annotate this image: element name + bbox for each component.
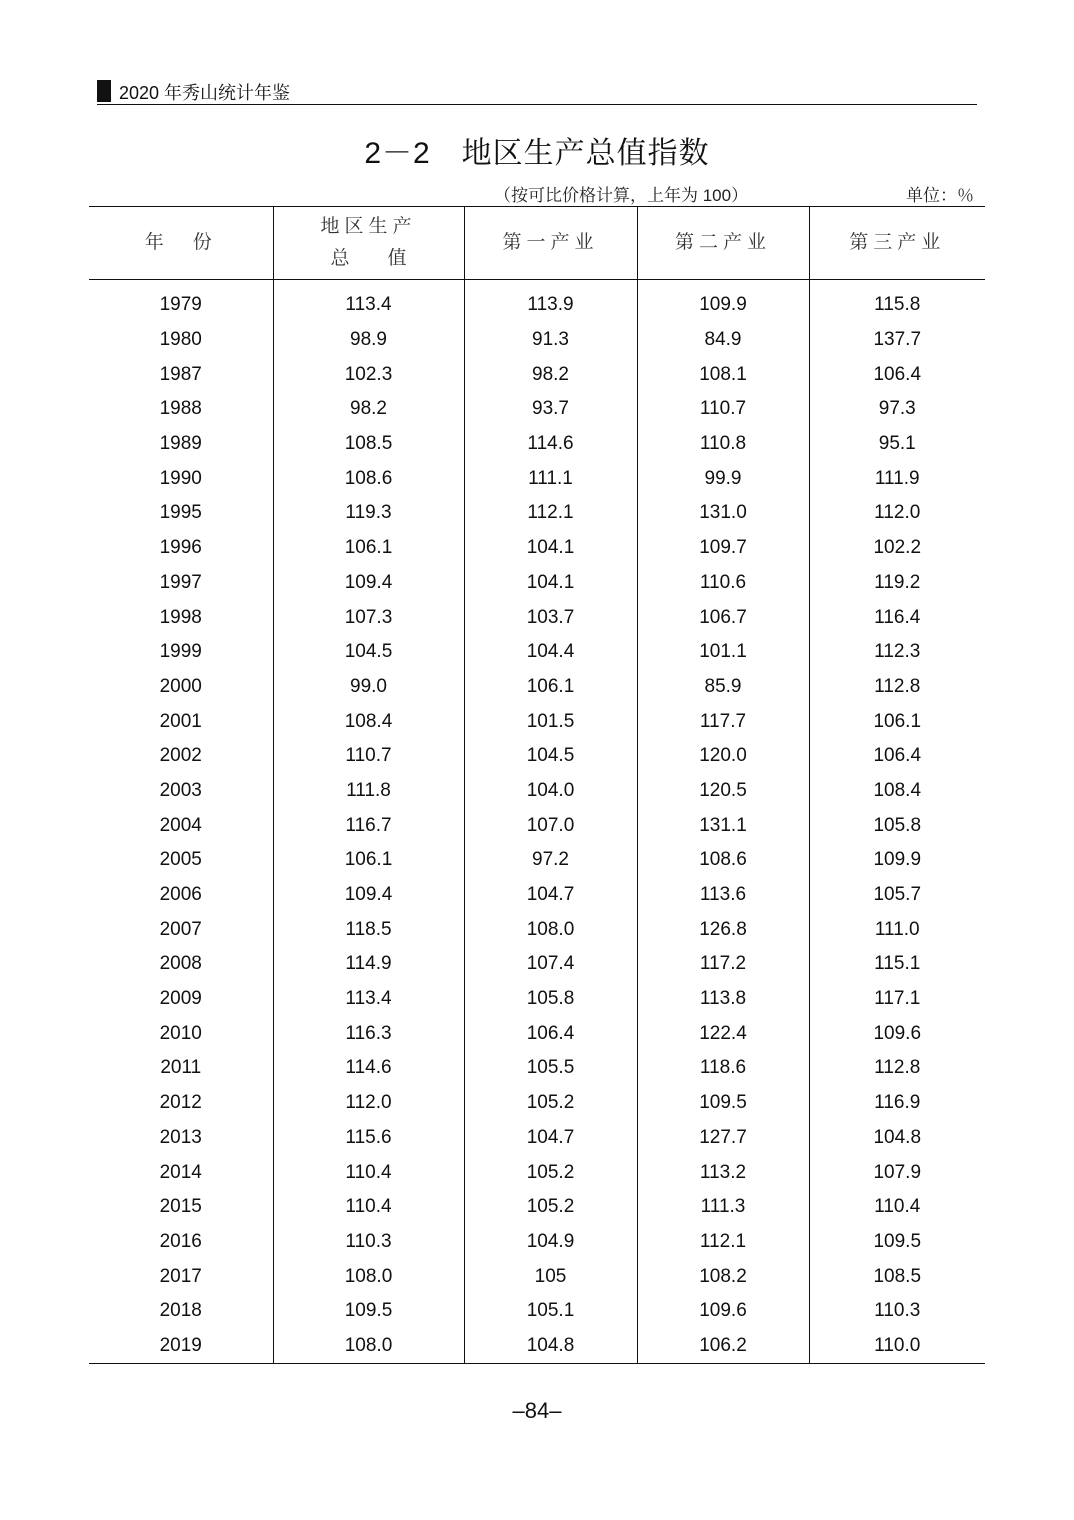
year-cell: 2006: [159, 884, 202, 906]
header-text: 2020 年秀山统计年鉴: [119, 83, 291, 103]
tertiary-index-cell: 108.5: [809, 1259, 985, 1294]
year-cell: 1980: [159, 329, 202, 351]
tertiary-index-cell: 105.8: [809, 808, 985, 843]
tertiary-index-cell: 108.4: [809, 774, 985, 809]
secondary-index-cell: 131.1: [637, 808, 809, 843]
year-cell: 2011: [160, 1057, 202, 1079]
primary-index-cell: 113.9: [464, 280, 637, 323]
table-row: [89, 323, 985, 358]
primary-index-cell: 105.1: [464, 1294, 637, 1329]
primary-index-cell: 104.4: [464, 635, 637, 670]
secondary-index-cell: 131.0: [637, 496, 809, 531]
tertiary-index-cell: 106.1: [809, 704, 985, 739]
secondary-index-cell: 127.7: [637, 1121, 809, 1156]
secondary-index-cell: 106.2: [637, 1329, 809, 1364]
tertiary-index-cell: 111.9: [809, 461, 985, 496]
gdp-index-cell: 98.2: [273, 392, 464, 427]
primary-index-cell: 104.7: [464, 878, 637, 913]
tertiary-index-cell: 137.7: [809, 323, 985, 358]
year-cell: 2007: [159, 918, 202, 940]
table-row: [89, 1294, 985, 1329]
year-cell: 2008: [159, 953, 202, 975]
tertiary-index-cell: 106.4: [809, 357, 985, 392]
table-row: [89, 280, 985, 323]
table-row: [89, 1259, 985, 1294]
gdp-index-cell: 119.3: [273, 496, 464, 531]
tertiary-index-cell: 115.8: [809, 280, 985, 323]
tertiary-index-cell: 109.5: [809, 1225, 985, 1260]
tertiary-index-cell: 110.3: [809, 1294, 985, 1329]
secondary-index-cell: 109.7: [637, 531, 809, 566]
gdp-index-cell: 114.9: [273, 947, 464, 982]
gdp-index-cell: 111.8: [273, 774, 464, 809]
year-cell: 1988: [159, 398, 202, 420]
running-header: [97, 78, 977, 105]
gdp-index-cell: 108.6: [273, 461, 464, 496]
secondary-index-cell: 113.2: [637, 1155, 809, 1190]
year-cell: 1995: [159, 502, 202, 524]
table-row: [89, 392, 985, 427]
year-cell: 1987: [159, 363, 202, 385]
gdp-index-cell: 106.1: [273, 531, 464, 566]
gdp-index-cell: 112.0: [273, 1086, 464, 1121]
secondary-index-cell: 108.1: [637, 357, 809, 392]
table-row: [89, 635, 985, 670]
table-row: [89, 982, 985, 1017]
header-label-line2: 总 值: [330, 248, 407, 269]
tertiary-index-cell: 117.1: [809, 982, 985, 1017]
tertiary-index-cell: 116.4: [809, 600, 985, 635]
table-row: [89, 1016, 985, 1051]
primary-index-cell: 104.9: [464, 1225, 637, 1260]
header-label: 年 份: [144, 232, 217, 253]
header-label: 第二产业: [674, 232, 771, 253]
gdp-index-cell: 106.1: [273, 843, 464, 878]
secondary-index-cell: 99.9: [637, 461, 809, 496]
table-row: [89, 1225, 985, 1260]
table-row: [89, 531, 985, 566]
header-label: 第一产业: [502, 232, 599, 253]
secondary-index-cell: 108.6: [637, 843, 809, 878]
gdp-index-cell: 115.6: [273, 1121, 464, 1156]
year-cell: 2003: [159, 779, 202, 801]
secondary-index-cell: 109.6: [637, 1294, 809, 1329]
table-row: [89, 843, 985, 878]
primary-index-cell: 104.5: [464, 739, 637, 774]
header-label: 地区生产: [320, 216, 417, 237]
col-gdp-header: [273, 207, 464, 280]
primary-index-cell: 106.4: [464, 1016, 637, 1051]
col-tertiary-header: [809, 207, 985, 280]
secondary-index-cell: 108.2: [637, 1259, 809, 1294]
year-cell: 2005: [159, 849, 202, 871]
primary-index-cell: 104.1: [464, 531, 637, 566]
primary-index-cell: 112.1: [464, 496, 637, 531]
tertiary-index-cell: 109.6: [809, 1016, 985, 1051]
gdp-index-cell: 110.4: [273, 1155, 464, 1190]
gdp-index-cell: 116.7: [273, 808, 464, 843]
secondary-index-cell: 109.5: [637, 1086, 809, 1121]
primary-index-cell: 106.1: [464, 670, 637, 705]
page-title: 2－2 地区生产总值指数: [364, 137, 710, 170]
table-row: [89, 878, 985, 913]
tertiary-index-cell: 112.0: [809, 496, 985, 531]
secondary-index-cell: 112.1: [637, 1225, 809, 1260]
year-cell: 2013: [159, 1126, 202, 1148]
gdp-index-cell: 109.4: [273, 566, 464, 601]
secondary-index-cell: 110.6: [637, 566, 809, 601]
header-row: [89, 207, 985, 280]
tertiary-index-cell: 112.3: [809, 635, 985, 670]
table-row: [89, 566, 985, 601]
col-secondary-header: [637, 207, 809, 280]
table-row: [89, 600, 985, 635]
secondary-index-cell: 126.8: [637, 912, 809, 947]
primary-index-cell: 104.1: [464, 566, 637, 601]
gdp-index-cell: 110.4: [273, 1190, 464, 1225]
year-cell: 2002: [159, 745, 202, 767]
gdp-index-cell: 109.4: [273, 878, 464, 913]
secondary-index-cell: 110.8: [637, 427, 809, 462]
tertiary-index-cell: 106.4: [809, 739, 985, 774]
year-cell: 2017: [159, 1265, 202, 1287]
table-note: （按可比价格计算，上年为 100）: [494, 186, 749, 205]
primary-index-cell: 105.5: [464, 1051, 637, 1086]
tertiary-index-cell: 116.9: [809, 1086, 985, 1121]
gdp-index-cell: 108.5: [273, 427, 464, 462]
year-cell: 1996: [159, 537, 202, 559]
table-row: [89, 496, 985, 531]
tertiary-index-cell: 112.8: [809, 1051, 985, 1086]
secondary-index-cell: 109.9: [637, 280, 809, 323]
table-row: [89, 1121, 985, 1156]
secondary-index-cell: 117.2: [637, 947, 809, 982]
gdp-index-cell: 108.0: [273, 1329, 464, 1364]
unit-label: 单位：％: [906, 186, 974, 205]
primary-index-cell: 105.2: [464, 1190, 637, 1225]
primary-index-cell: 107.4: [464, 947, 637, 982]
primary-index-cell: 105.8: [464, 982, 637, 1017]
table-row: [89, 427, 985, 462]
table-row: [89, 1086, 985, 1121]
year-cell: 1998: [159, 606, 202, 628]
year-cell: 1990: [159, 467, 202, 489]
secondary-index-cell: 118.6: [637, 1051, 809, 1086]
secondary-index-cell: 85.9: [637, 670, 809, 705]
gdp-index-cell: 110.3: [273, 1225, 464, 1260]
year-cell: 2016: [159, 1230, 202, 1252]
year-cell: 1979: [159, 294, 202, 316]
gdp-index-cell: 114.6: [273, 1051, 464, 1086]
secondary-index-cell: 117.7: [637, 704, 809, 739]
table-body: [89, 280, 985, 1364]
gdp-index-cell: 113.4: [273, 982, 464, 1017]
year-cell: 2014: [159, 1161, 202, 1183]
table-header: [89, 207, 985, 280]
year-cell: 2004: [159, 814, 202, 836]
secondary-index-cell: 110.7: [637, 392, 809, 427]
col-year-header: [89, 207, 273, 280]
primary-index-cell: 111.1: [464, 461, 637, 496]
primary-index-cell: 108.0: [464, 912, 637, 947]
primary-index-cell: 104.7: [464, 1121, 637, 1156]
primary-index-cell: 104.8: [464, 1329, 637, 1364]
gdp-index-cell: 108.0: [273, 1259, 464, 1294]
tertiary-index-cell: 112.8: [809, 670, 985, 705]
secondary-index-cell: 113.8: [637, 982, 809, 1017]
gdp-index-cell: 110.7: [273, 739, 464, 774]
tertiary-index-cell: 97.3: [809, 392, 985, 427]
table-row: [89, 670, 985, 705]
secondary-index-cell: 101.1: [637, 635, 809, 670]
tertiary-index-cell: 115.1: [809, 947, 985, 982]
tertiary-index-cell: 107.9: [809, 1155, 985, 1190]
table-row: [89, 912, 985, 947]
secondary-index-cell: 120.5: [637, 774, 809, 809]
gdp-index-cell: 107.3: [273, 600, 464, 635]
table-row: [89, 739, 985, 774]
tertiary-index-cell: 110.4: [809, 1190, 985, 1225]
primary-index-cell: 104.0: [464, 774, 637, 809]
tertiary-index-cell: 95.1: [809, 427, 985, 462]
gdp-index-cell: 98.9: [273, 323, 464, 358]
header-label: 第三产业: [849, 232, 946, 253]
primary-index-cell: 103.7: [464, 600, 637, 635]
primary-index-cell: 114.6: [464, 427, 637, 462]
gdp-index-cell: 104.5: [273, 635, 464, 670]
secondary-index-cell: 122.4: [637, 1016, 809, 1051]
primary-index-cell: 107.0: [464, 808, 637, 843]
tertiary-index-cell: 111.0: [809, 912, 985, 947]
gdp-index-cell: 99.0: [273, 670, 464, 705]
year-cell: 2012: [159, 1092, 202, 1114]
primary-index-cell: 98.2: [464, 357, 637, 392]
secondary-index-cell: 113.6: [637, 878, 809, 913]
primary-index-cell: 105: [464, 1259, 637, 1294]
secondary-index-cell: 84.9: [637, 323, 809, 358]
table-row: [89, 461, 985, 496]
primary-index-cell: 97.2: [464, 843, 637, 878]
table-row: [89, 1155, 985, 1190]
gdp-index-table: [89, 206, 985, 1364]
table-row: [89, 947, 985, 982]
year-cell: 1999: [159, 641, 202, 663]
year-cell: 2019: [89, 1329, 273, 1364]
primary-index-cell: 105.2: [464, 1155, 637, 1190]
tertiary-index-cell: 104.8: [809, 1121, 985, 1156]
secondary-index-cell: 111.3: [637, 1190, 809, 1225]
gdp-index-cell: 118.5: [273, 912, 464, 947]
gdp-index-cell: 113.4: [273, 280, 464, 323]
gdp-index-cell: 116.3: [273, 1016, 464, 1051]
header-marker: [97, 80, 111, 102]
primary-index-cell: 93.7: [464, 392, 637, 427]
tertiary-index-cell: 119.2: [809, 566, 985, 601]
table-row: [89, 1329, 985, 1364]
table-row: [89, 1190, 985, 1225]
year-cell: 2018: [159, 1300, 202, 1322]
table-row: [89, 774, 985, 809]
table-row: [89, 357, 985, 392]
tertiary-index-cell: 109.9: [809, 843, 985, 878]
year-cell: 2000: [159, 675, 202, 697]
table-row: [89, 808, 985, 843]
gdp-index-cell: 108.4: [273, 704, 464, 739]
tertiary-index-cell: 105.7: [809, 878, 985, 913]
year-cell: 1997: [159, 571, 202, 593]
col-primary-header: [464, 207, 637, 280]
year-cell: 2009: [159, 988, 202, 1010]
tertiary-index-cell: 110.0: [809, 1329, 985, 1364]
primary-index-cell: 91.3: [464, 323, 637, 358]
gdp-index-cell: 109.5: [273, 1294, 464, 1329]
year-cell: 2001: [159, 710, 202, 732]
table-row: [89, 1051, 985, 1086]
secondary-index-cell: 120.0: [637, 739, 809, 774]
year-cell: 2015: [159, 1196, 202, 1218]
year-cell: 2010: [159, 1022, 202, 1044]
page-number: –84–: [512, 1398, 562, 1423]
gdp-index-cell: 102.3: [273, 357, 464, 392]
year-cell: 1989: [159, 433, 202, 455]
tertiary-index-cell: 102.2: [809, 531, 985, 566]
secondary-index-cell: 106.7: [637, 600, 809, 635]
primary-index-cell: 101.5: [464, 704, 637, 739]
primary-index-cell: 105.2: [464, 1086, 637, 1121]
table-row: [89, 704, 985, 739]
